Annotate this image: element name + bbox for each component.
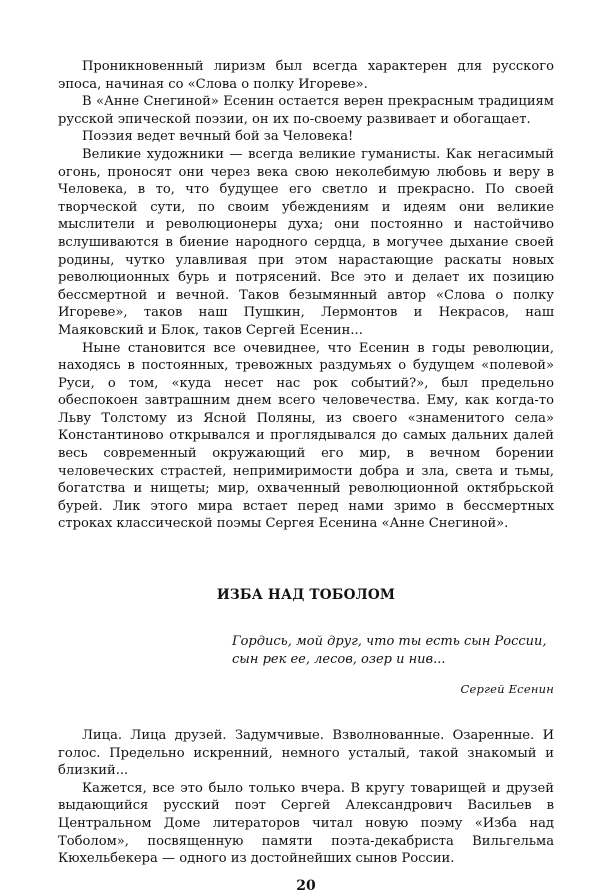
epigraph-author: Сергей Есенин (460, 682, 554, 697)
section-body (58, 727, 554, 868)
book-page (58, 58, 554, 894)
epigraph-line: сын рек ее, лесов, озер и нив... (232, 652, 446, 668)
paragraph-anna-snegina: В «Анне Снегиной» Есенин остается верен прекрасным традициям русской эпической поэзии, он их по-своему развивает и обогащает. (58, 94, 554, 127)
section-title: ИЗБА НАД ТОБОЛОМ (216, 587, 396, 604)
paragraph-reading-poem: Кажется, все это было только вчера. В кругу товарищей и друзей выдающийся русский поэт Сергей Александрович Васильев в Центральном Доме литераторов читал новую поэму «Изба над Тоболом», посвященную памяти поэта-декабриста Вильгельма Кюхельбекера — одного из достойнейших сынов России. (58, 780, 554, 867)
paragraph-faces: Лица. Лица друзей. Задумчивые. Взволнованные. Озаренные. И голос. Предельно искренний, немного усталый, такой знакомый и близкий... (58, 728, 554, 779)
epigraph (232, 633, 554, 698)
paragraph-intro-lyricism: Проникновенный лиризм был всегда характерен для русского эпоса, начиная со «Слова о полку Игореве». (58, 59, 554, 92)
page-number: 20 (296, 877, 316, 894)
paragraph-great-artists: Великие художники — всегда великие гуманисты. Как негасимый огонь, проносят они через века свою неколебимую любовь и веру в Человека, в то, что будущее его светло и прекрасно. По своей творческой сути, по своим убеждениям и идеям они великие мыслители и революционеры духа; они постоянно и настойчиво вслушиваются в биение народного сердца, в могучее дыхание своей родины, чутко улавливая при этом нарастающие раскаты новых революционных бурь и потрясений. Все это и делает их позицию бессмертной и вечной. Таков безымянный автор «Слова о полку Игореве», таков наш Пушкин, Лермонтов и Некрасов, наш Маяковский и Блок, таков Сергей Есенин... (58, 146, 554, 338)
paragraph-revolution-years: Ныне становится все очевиднее, что Есенин в годы революции, находясь в постоянных, тревожных раздумьях о будущем «полевой» Руси, о том, «куда несет нас рок событий?», был предельно обеспокоен завтрашним днем всего человечества. Ему, как когда-то Льву Толстому из Ясной Поляны, из своего «знаменитого села» Константиново открывался и проглядывался до самых дальних далей весь современный окружающий его мир, в вечном борении человеческих страстей, непримиримости добра и зла, света и тьмы, богатства и нищеты; мир, охваченный революционной октябрьской бурей. Лик этого мира встает перед нами зримо в бессмертных строках классической поэмы Сергея Есенина «Анне Снегиной». (58, 340, 554, 532)
epigraph-line: Гордись, мой друг, что ты есть сын России, (232, 634, 547, 650)
paragraph-eternal-battle: Поэзия ведет вечный бой за Человека! (82, 129, 354, 145)
